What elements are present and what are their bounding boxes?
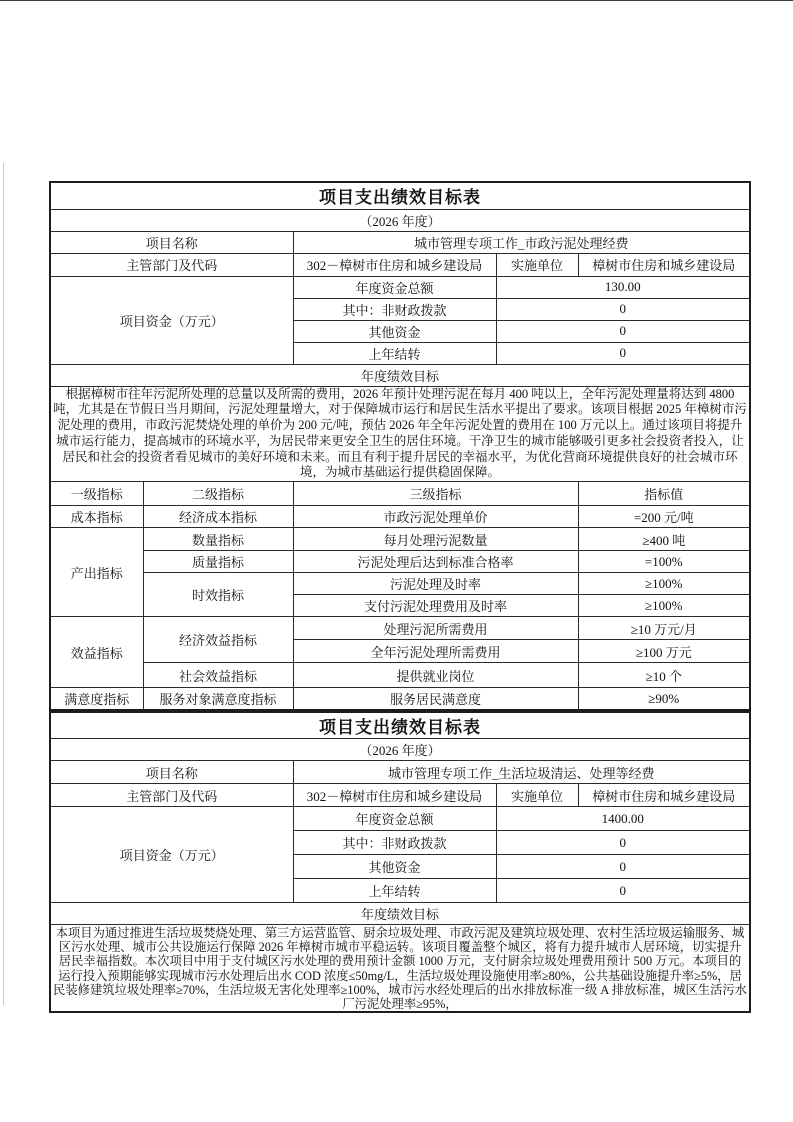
indicator-timely1-value: ≥100%	[578, 573, 750, 595]
indicator-cost-value: =200 元/吨	[578, 506, 750, 528]
table1-title: 项目支出绩效目标表	[50, 182, 750, 209]
table2-funds-total-label: 年度资金总额	[293, 807, 496, 831]
indicator-social-value: ≥10 个	[578, 663, 750, 688]
table2-annual-target-text: 本项目为通过推进生活垃圾焚烧处理、第三方运营监管、厨余垃圾处理、市政污泥及建筑垃圾处理、农村生活垃圾运输服务、城区污水处理、城市公共设施运行保障 2026 年樟树市城市平稳运转。该项目覆盖整个城区，将有力提升城市人居环境，切实提升居民幸福指数。本次项目中用于支付城区污水处理的费用预计金额 1000 万元，支付厨余垃圾处理费用预计 500 万元。本项目的运行投入预期能够实现城市污水处理后出水 COD 浓度≤50mg/L，生活垃圾处理设施使用率≥80%，公共基础设施提升率≥5%，居民装修建筑垃圾处理率≥70%，生活垃圾无害化处理率≥100%，城市污水经处理后的出水排放标准一级 A 排放标准，城区生活污水厂污泥处理率≥95%，	[50, 925, 750, 1012]
indicator-cost-l1: 成本指标	[50, 506, 143, 528]
indicator-satisfaction-l1: 满意度指标	[50, 688, 143, 710]
table1-funds-other-label: 其他资金	[293, 320, 496, 342]
table2-title: 项目支出绩效目标表	[50, 712, 750, 739]
table1-annual-target-text: 根据樟树市往年污泥所处理的总量以及所需的费用，2026 年预计处理污泥在每月 400 吨以上，全年污泥处理量将达到 4800 吨，尤其是在节假日当月期间，污泥处理量增大，对于保障城市运行和居民生活水平提出了要求。该项目根据 2025 年樟树市污泥处理的费用，市政污泥焚烧处理的单价为 200 元/吨，预估 2026 年全年污泥处置的费用在 100 万元以上。通过该项目将提升城市运行能力，提高城市的环境水平，为居民带来更安全卫生的居住环境。干净卫生的城市能够吸引更多社会投资者投入，让居民和社会的投资者看见城市的美好环境和未来。而且有利于提升居民的幸福水平，为优化营商环境提供良好的社会城市环境，为城市基础运行提供稳固保障。	[50, 386, 750, 482]
table2-annual-target-header: 年度绩效目标	[50, 903, 750, 925]
indicator-quantity-value: ≥400 吨	[578, 528, 750, 551]
table2-funds-nonfiscal-value: 0	[496, 831, 750, 855]
document-body	[49, 181, 749, 1013]
page-top-edge-line	[0, 0, 793, 1]
table1-funds-nonfiscal-label: 其中：非财政拨款	[293, 298, 496, 320]
table1-indicator-header-l2: 二级指标	[143, 482, 293, 506]
indicator-satisfaction-l3: 服务居民满意度	[293, 688, 578, 710]
indicator-quantity-l2: 数量指标	[143, 528, 293, 551]
table2-project-name-value: 城市管理专项工作_生活垃圾清运、处理等经费	[293, 761, 750, 784]
table1-funds-total-value: 130.00	[496, 276, 750, 298]
table2-funds-label: 项目资金（万元）	[50, 807, 293, 903]
table1-year: （2026 年度）	[50, 209, 750, 231]
table2-impl-unit-label: 实施单位	[496, 784, 578, 807]
indicator-satisfaction-value: ≥90%	[578, 688, 750, 710]
table2-funds-other-value: 0	[496, 855, 750, 879]
indicator-benefit-l1: 效益指标	[50, 617, 143, 688]
table1-funds-carryover-label: 上年结转	[293, 342, 496, 364]
table1-funds-other-value: 0	[496, 320, 750, 342]
table2-funds-carryover-label: 上年结转	[293, 879, 496, 903]
indicator-timely2-value: ≥100%	[578, 595, 750, 617]
table1-dept-code-value: 302－樟树市住房和城乡建设局	[293, 253, 496, 276]
performance-target-table-2	[49, 711, 751, 1013]
table1-indicator-header-l3: 三级指标	[293, 482, 578, 506]
table1-indicator-header-l1: 一级指标	[50, 482, 143, 506]
table1-funds-carryover-value: 0	[496, 342, 750, 364]
indicator-quality-l3: 污泥处理后达到标准合格率	[293, 551, 578, 573]
page-left-edge-artifact	[3, 163, 4, 1005]
table1-funds-label: 项目资金（万元）	[50, 276, 293, 364]
table1-project-name-value: 城市管理专项工作_市政污泥处理经费	[293, 231, 750, 253]
indicator-timeliness-l2: 时效指标	[143, 573, 293, 617]
indicator-econ1-value: ≥10 万元/月	[578, 617, 750, 640]
table1-impl-unit-value: 樟树市住房和城乡建设局	[578, 253, 750, 276]
indicator-quality-l2: 质量指标	[143, 551, 293, 573]
performance-target-table-1	[49, 181, 751, 711]
table1-funds-total-label: 年度资金总额	[293, 276, 496, 298]
table2-funds-nonfiscal-label: 其中：非财政拨款	[293, 831, 496, 855]
indicator-timely1-l3: 污泥处理及时率	[293, 573, 578, 595]
table2-funds-other-label: 其他资金	[293, 855, 496, 879]
table2-dept-label: 主管部门及代码	[50, 784, 293, 807]
table1-funds-nonfiscal-value: 0	[496, 298, 750, 320]
indicator-social-l3: 提供就业岗位	[293, 663, 578, 688]
indicator-cost-l3: 市政污泥处理单价	[293, 506, 578, 528]
indicator-econ2-value: ≥100 万元	[578, 640, 750, 663]
table1-impl-unit-label: 实施单位	[496, 253, 578, 276]
indicator-econ2-l3: 全年污泥处理所需费用	[293, 640, 578, 663]
table2-project-name-label: 项目名称	[50, 761, 293, 784]
table1-annual-target-header: 年度绩效目标	[50, 364, 750, 386]
table2-year: （2026 年度）	[50, 739, 750, 761]
indicator-timely2-l3: 支付污泥处理费用及时率	[293, 595, 578, 617]
indicator-econ1-l3: 处理污泥所需费用	[293, 617, 578, 640]
table2-funds-carryover-value: 0	[496, 879, 750, 903]
indicator-satisfaction-l2: 服务对象满意度指标	[143, 688, 293, 710]
indicator-quality-value: =100%	[578, 551, 750, 573]
indicator-cost-l2: 经济成本指标	[143, 506, 293, 528]
table1-dept-label: 主管部门及代码	[50, 253, 293, 276]
indicator-social-l2: 社会效益指标	[143, 663, 293, 688]
indicator-output-l1: 产出指标	[50, 528, 143, 617]
indicator-quantity-l3: 每月处理污泥数量	[293, 528, 578, 551]
table2-funds-total-value: 1400.00	[496, 807, 750, 831]
table1-indicator-header-value: 指标值	[578, 482, 750, 506]
table1-project-name-label: 项目名称	[50, 231, 293, 253]
indicator-econ-l2: 经济效益指标	[143, 617, 293, 663]
table2-impl-unit-value: 樟树市住房和城乡建设局	[578, 784, 750, 807]
table2-dept-code-value: 302－樟树市住房和城乡建设局	[293, 784, 496, 807]
